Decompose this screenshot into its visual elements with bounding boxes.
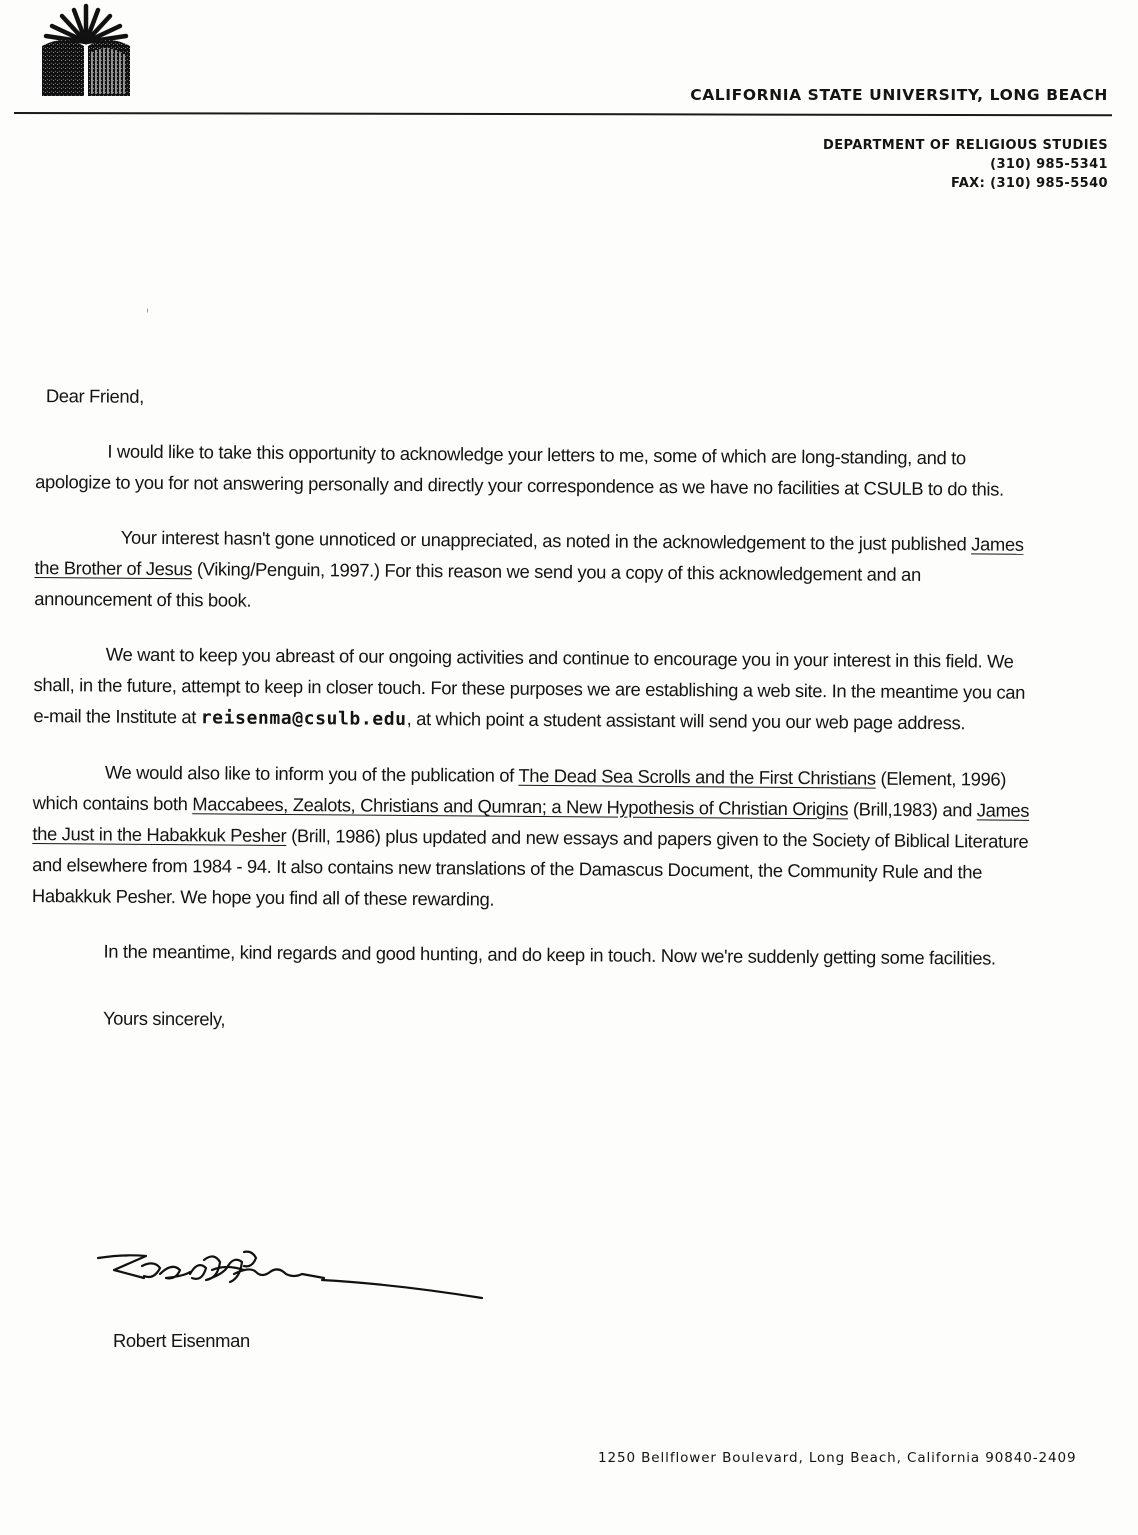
closing: Yours sincerely, bbox=[102, 1007, 226, 1030]
letterhead-rule bbox=[14, 112, 1112, 116]
email-address[interactable]: reisenma@csulb.edu bbox=[200, 707, 407, 730]
paragraph-5: In the meantime, kind regards and good hunting, and do keep in touch. Now we're suddenly getting some facilities. bbox=[103, 940, 996, 969]
department-name: DEPARTMENT OF RELIGIOUS STUDIES bbox=[823, 138, 1108, 153]
salutation: Dear Friend, bbox=[45, 385, 144, 407]
department-phone: (310) 985-5341 bbox=[990, 157, 1108, 172]
paragraph-3: We want to keep you abreast of our ongoing activities and continue to encourage you in your interest in this field. We shall, in the future, attempt to keep in closer touch. For these purposes we are establishing a web site. In the meantime you can e-mail the Institute at reisenma@csulb.edu, at which point a student assistant will send you our web page address. bbox=[33, 643, 1026, 734]
paragraph-2: Your interest hasn't gone unnoticed or unappreciated, as noted in the acknowledgement to the just published James the Brother of Jesus (Viking/Penguin, 1997.) For this reason we send you a copy of this acknowledgement and an announcement of this book. bbox=[34, 526, 1024, 611]
paragraph-4: We would also like to inform you of the publication of The Dead Sea Scrolls and the First Christians (Element, 1996) which contains both Maccabees, Zealots, Christians and Qumran; a New Hypothesis of Christian Origins (Brill,1983) and James the Just in the Habakkuk Pesher (Brill, 1986) plus updated and new essays and papers given to the Society of Biblical Literature and elsewhere from 1984 - 94. It also contains new translations of the Damascus Document, the Community Rule and the Habakkuk Pesher. We hope you find all of these rewarding. bbox=[31, 761, 1030, 910]
book-title-dead-sea-scrolls: The Dead Sea Scrolls and the First Christians bbox=[518, 764, 876, 789]
stray-mark: ᵎ bbox=[147, 306, 149, 316]
book-title-james-brother: James the Brother of Jesus bbox=[34, 533, 1024, 580]
university-name: CALIFORNIA STATE UNIVERSITY, LONG BEACH bbox=[690, 86, 1108, 104]
department-block bbox=[823, 136, 1108, 193]
paragraph-1: I would like to take this opportunity to acknowledge your letters to me, some of which are long-standing, and to apologize to you for not answering personally and directly your correspondence as we have no facilities at CSULB to do this. bbox=[35, 440, 1004, 500]
letter-body bbox=[31, 380, 1036, 1041]
handwritten-signature bbox=[94, 1248, 486, 1310]
university-logo bbox=[38, 2, 134, 98]
book-title-maccabees: Maccabees, Zealots, Christians and Qumran; a New Hypothesis of Christian Origins bbox=[192, 793, 849, 820]
book-title-james-just: James the Just in the Habakkuk Pesher bbox=[32, 799, 1030, 846]
footer-address: 1250 Bellflower Boulevard, Long Beach, California 90840-2409 bbox=[598, 1450, 1077, 1466]
department-fax: FAX: (310) 985-5540 bbox=[950, 176, 1108, 191]
signatory-name: Robert Eisenman bbox=[113, 1330, 250, 1351]
